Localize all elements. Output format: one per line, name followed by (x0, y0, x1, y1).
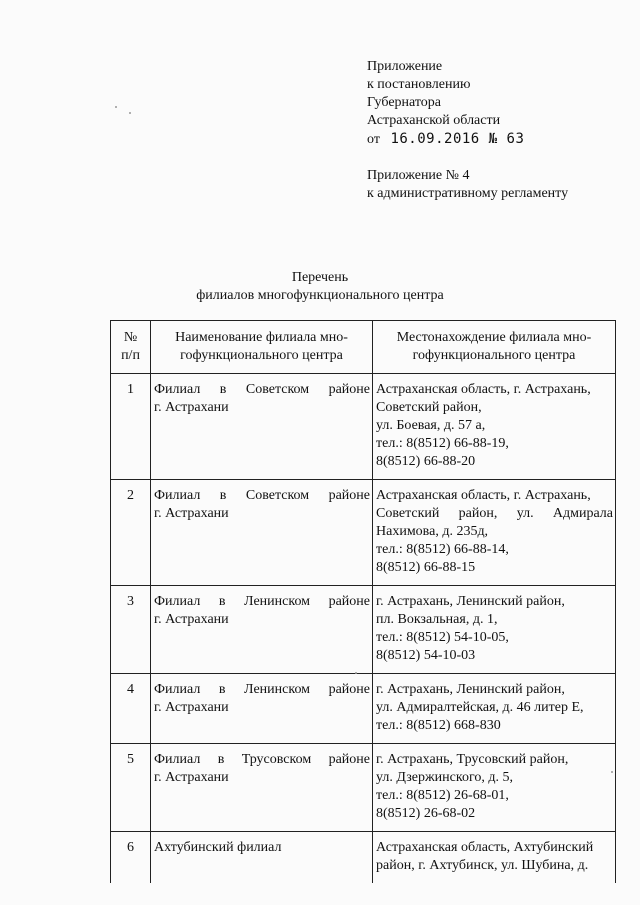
table-row (111, 674, 616, 744)
header-num (111, 321, 151, 374)
branches-table (110, 320, 616, 883)
location-line: тел.: 8(8512) 668-830 (376, 718, 501, 733)
location-line: Астраханская область, г. Астрахань, (376, 488, 591, 503)
row-number: 4 (111, 674, 151, 744)
annex-block (367, 58, 568, 203)
row-number: 1 (111, 374, 151, 480)
annex-line: к постановлению (367, 77, 471, 92)
location-line: Советский район, (376, 400, 482, 415)
branch-name-line: г. Астрахани (154, 400, 229, 415)
branch-name-line: г. Астрахани (154, 612, 229, 627)
header-text: гофункционального центра (412, 348, 576, 363)
scan-speck (115, 106, 117, 108)
branch-location (373, 374, 616, 480)
branch-name-line: г. Астрахани (154, 770, 229, 785)
location-line: 8(8512) 66-88-20 (376, 454, 476, 469)
header-text: № (123, 330, 138, 345)
table-row (111, 586, 616, 674)
location-line: район, г. Ахтубинск, ул. Шубина, д. (376, 858, 589, 873)
location-line: 8(8512) 54-10-03 (376, 648, 476, 663)
annex-line: Приложение № 4 (367, 168, 470, 183)
table-row (111, 480, 616, 586)
location-line: г. Астрахань, Трусовский район, (376, 752, 569, 767)
location-line: Астраханская область, г. Астрахань, (376, 382, 591, 397)
scan-speck (129, 112, 131, 114)
branch-name-line: Филиал в Советском районе (154, 488, 370, 503)
header-name (151, 321, 373, 374)
table-row (111, 374, 616, 480)
scan-speck (355, 672, 357, 674)
branch-name (151, 586, 373, 674)
branch-name (151, 480, 373, 586)
branch-name (151, 832, 373, 884)
location-line: г. Астрахань, Ленинский район, (376, 682, 565, 697)
title-line: Перечень (291, 270, 349, 285)
header-text: п/п (121, 348, 140, 363)
branch-name-line: Филиал в Советском районе (154, 382, 370, 397)
location-line: Советский район, ул. Адмирала (376, 506, 613, 521)
branch-location (373, 586, 616, 674)
document-title (0, 269, 640, 305)
branch-name-line: г. Астрахани (154, 506, 229, 521)
annex-line: Губернатора (367, 95, 442, 110)
branch-location (373, 480, 616, 586)
location-line: тел.: 8(8512) 26-68-01, (376, 788, 509, 803)
location-line: Астраханская область, Ахтубинский (376, 840, 594, 855)
location-line: г. Астрахань, Ленинский район, (376, 594, 565, 609)
location-line: тел.: 8(8512) 66-88-14, (376, 542, 509, 557)
header-text: гофункционального центра (180, 348, 343, 363)
branch-location (373, 744, 616, 832)
location-line: ул. Дзержинского, д. 5, (376, 770, 513, 785)
scan-speck (611, 771, 613, 773)
annex-line: к административному регламенту (367, 186, 569, 201)
location-line: пл. Вокзальная, д. 1, (376, 612, 498, 627)
location-line: 8(8512) 66-88-15 (376, 560, 476, 575)
branch-name-line: Ахтубинский филиал (154, 840, 282, 855)
header-text: Местонахождение филиала мно- (396, 330, 592, 345)
branch-name (151, 744, 373, 832)
row-number: 5 (111, 744, 151, 832)
annex-line: Астраханской области (367, 113, 501, 128)
table-row (111, 832, 616, 884)
branch-name-line: Филиал в Ленинском районе (154, 682, 370, 697)
row-number: 3 (111, 586, 151, 674)
location-line: тел.: 8(8512) 54-10-05, (376, 630, 509, 645)
row-number: 6 (111, 832, 151, 884)
location-line: ул. Адмиралтейская, д. 46 литер Е, (376, 700, 584, 715)
location-line: 8(8512) 26-68-02 (376, 806, 476, 821)
branch-name (151, 374, 373, 480)
branch-location (373, 832, 616, 884)
branch-name-line: Филиал в Ленинском районе (154, 594, 370, 609)
date-value: 16.09.2016 № 63 (390, 131, 525, 147)
annex-line: Приложение (367, 59, 443, 74)
header-location (373, 321, 616, 374)
row-number: 2 (111, 480, 151, 586)
branch-name-line: Филиал в Трусовском районе (154, 752, 370, 767)
branch-name (151, 674, 373, 744)
table-row (111, 744, 616, 832)
location-line: ул. Боевая, д. 57 а, (376, 418, 486, 433)
location-line: тел.: 8(8512) 66-88-19, (376, 436, 509, 451)
header-text: Наименование филиала мно- (175, 330, 348, 345)
location-line: Нахимова, д. 235д, (376, 524, 489, 539)
date-prefix: от (367, 132, 380, 147)
table-header-row (111, 321, 616, 374)
branch-location (373, 674, 616, 744)
title-line: филиалов многофункционального центра (196, 288, 444, 303)
branch-name-line: г. Астрахани (154, 700, 229, 715)
annex-date (367, 130, 568, 149)
